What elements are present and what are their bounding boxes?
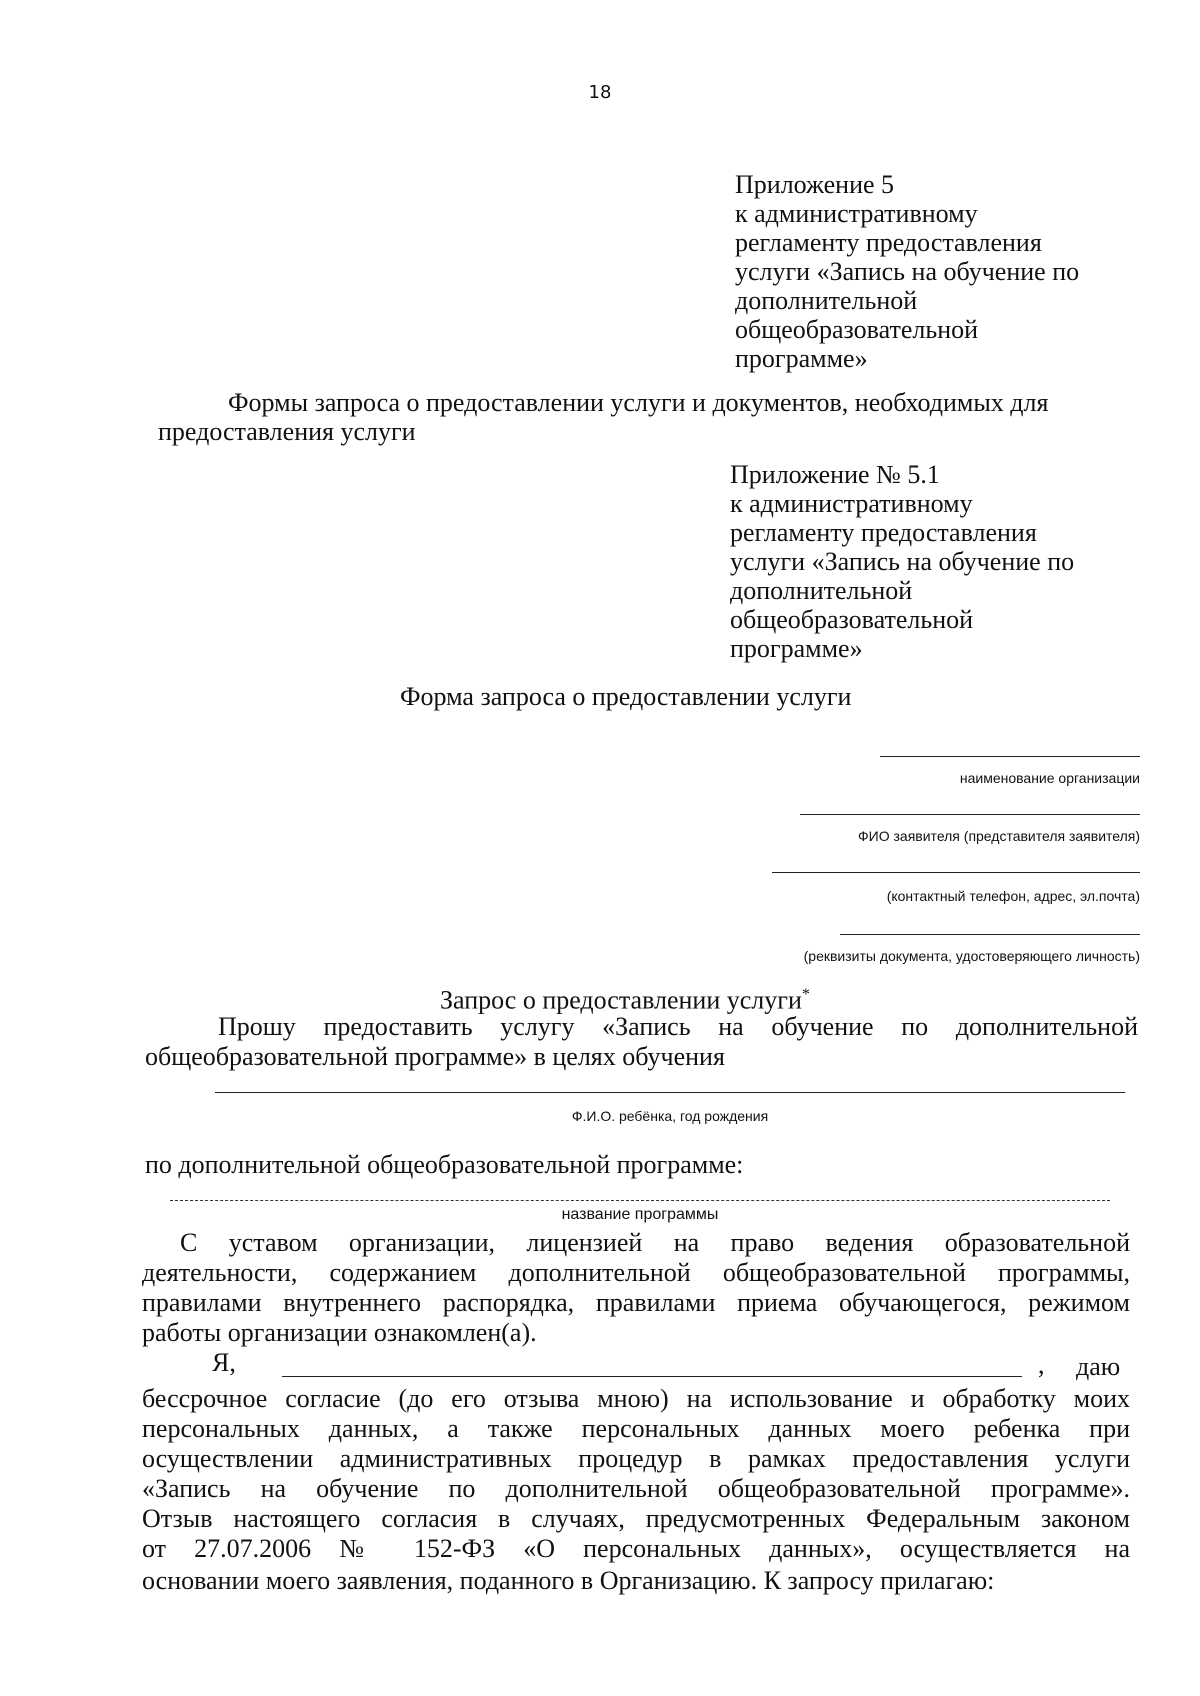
consent-line-6: Отзыв настоящего согласия в случаях, предусмотренных Федеральным законом	[142, 1504, 1130, 1533]
appendix-5-1-line: услуги «Запись на обучение по	[730, 547, 1075, 576]
consent-comma: ,	[1038, 1350, 1045, 1379]
org-name-caption: наименование организации	[959, 770, 1140, 786]
request-title	[440, 980, 810, 1016]
appendix-5-1-block	[730, 460, 1074, 663]
appendix-5-line: дополнительной	[735, 286, 918, 315]
request-intro-line-2: общеобразовательной программе» в целях обучения	[145, 1042, 725, 1071]
appendix-5-line: Приложение 5	[735, 170, 895, 199]
consent-i: Я,	[212, 1348, 236, 1377]
program-name-caption: название программы	[561, 1206, 719, 1223]
program-name-line	[170, 1200, 1110, 1201]
consent-line-3: персональных данных, а также персональных данных моего ребенка при	[142, 1414, 1130, 1443]
request-intro-line-1: Прошу предоставить услугу «Запись на обучение по дополнительной	[218, 1012, 1138, 1041]
contacts-line	[772, 872, 1140, 873]
consent-line-5: «Запись на обучение по дополнительной общеобразовательной программе».	[142, 1474, 1130, 1503]
appendix-5-line: программе»	[735, 344, 868, 373]
form-title: Форма запроса о предоставлении услуги	[400, 682, 852, 711]
consent-line-2: бессрочное согласие (до его отзыва мною) на использование и обработку моих	[142, 1384, 1130, 1413]
acquaint-line-2: деятельности, содержанием дополнительной общеобразовательной программы,	[142, 1258, 1130, 1287]
appendix-5-1-line: регламенту предоставления	[730, 518, 1037, 547]
consent-line-4: осуществлении административных процедур в рамках предоставления услуги	[142, 1444, 1130, 1473]
acquaint-line-4: работы организации ознакомлен(а).	[142, 1318, 537, 1347]
appendix-5-line: регламенту предоставления	[735, 228, 1042, 257]
forms-heading-line-1: Формы запроса о предоставлении услуги и документов, необходимых для	[228, 388, 1049, 417]
appendix-5-line: услуги «Запись на обучение по	[735, 257, 1080, 286]
consent-line-8: основании моего заявления, поданного в Организацию. К запросу прилагаю:	[142, 1566, 995, 1595]
applicant-caption: ФИО заявителя (представителя заявителя)	[858, 828, 1140, 844]
consent-give: даю	[1076, 1352, 1121, 1381]
org-name-line	[880, 756, 1140, 757]
acquaint-line-1: С уставом организации, лицензией на право ведения образовательной	[180, 1228, 1130, 1257]
request-title-footnote-mark: *	[801, 986, 810, 1003]
child-name-line	[215, 1092, 1125, 1093]
id-document-line	[840, 934, 1140, 935]
request-title-text: Запрос о предоставлении услуги	[440, 985, 802, 1015]
appendix-5-1-line: к административному	[730, 489, 973, 518]
appendix-5-line: общеобразовательной	[735, 315, 979, 344]
appendix-5-line: к административному	[735, 199, 978, 228]
consent-name-line	[282, 1376, 1022, 1377]
program-label: по дополнительной общеобразовательной программе:	[145, 1150, 744, 1179]
contacts-caption: (контактный телефон, адрес, эл.почта)	[886, 888, 1140, 904]
id-document-caption: (реквизиты документа, удостоверяющего личность)	[803, 948, 1140, 964]
forms-heading-line-2: предоставления услуги	[158, 417, 416, 446]
appendix-5-1-line: Приложение № 5.1	[730, 460, 940, 489]
appendix-5-block	[735, 170, 1079, 373]
appendix-5-1-line: дополнительной	[730, 576, 913, 605]
applicant-line	[800, 814, 1140, 815]
appendix-5-1-line: программе»	[730, 634, 863, 663]
appendix-5-1-line: общеобразовательной	[730, 605, 974, 634]
page-number: 18	[588, 82, 612, 103]
consent-line-7: от 27.07.2006 № 152-ФЗ «О персональных данных», осуществляется на	[142, 1534, 1130, 1563]
acquaint-line-3: правилами внутреннего распорядка, правилами приема обучающегося, режимом	[142, 1288, 1130, 1317]
child-name-caption: Ф.И.О. ребёнка, год рождения	[571, 1108, 769, 1124]
